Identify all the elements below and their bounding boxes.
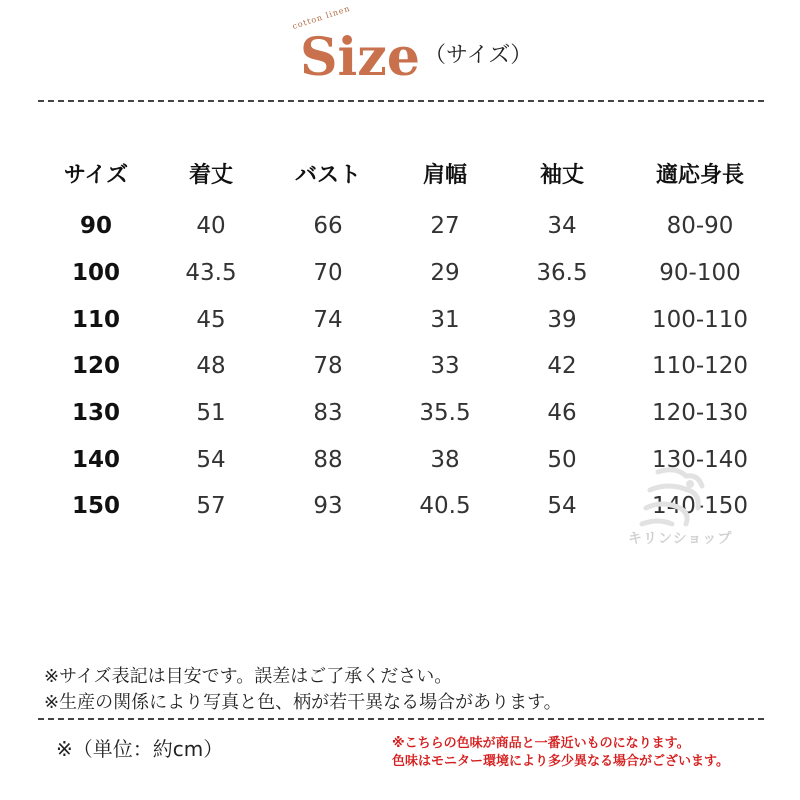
cell-height: 80-90 — [666, 213, 734, 239]
cell-length: 45 — [196, 307, 226, 333]
cell-bust: 74 — [313, 307, 343, 333]
cell-size: 110 — [71, 307, 120, 333]
cell-sleeve: 54 — [547, 493, 577, 519]
cell-shoulder: 35.5 — [419, 400, 471, 426]
cell-length: 40 — [196, 213, 226, 239]
cell-length: 54 — [196, 447, 226, 473]
page-title: Size — [300, 27, 420, 88]
cell-shoulder: 38 — [430, 447, 460, 473]
cell-height: 140-150 — [651, 493, 749, 519]
note-size-guide: ※サイズ表記は目安です。誤差はご了承ください。 — [44, 666, 453, 687]
cell-shoulder: 27 — [430, 213, 460, 239]
cell-size: 100 — [71, 260, 120, 286]
cell-height: 110-120 — [651, 353, 749, 379]
header — [0, 3, 800, 90]
cell-height: 90-100 — [659, 260, 741, 286]
cell-size: 150 — [71, 493, 120, 519]
cell-shoulder: 40.5 — [419, 493, 471, 519]
table-row — [0, 206, 800, 246]
cell-length: 43.5 — [185, 260, 237, 286]
table-row — [0, 393, 800, 433]
cell-sleeve: 50 — [547, 447, 577, 473]
cell-sleeve: 39 — [547, 307, 577, 333]
cell-height: 120-130 — [651, 400, 749, 426]
table-header-row — [0, 156, 800, 196]
header-cell-size: サイズ — [63, 163, 129, 188]
cell-shoulder: 29 — [430, 260, 460, 286]
cell-size: 130 — [71, 400, 120, 426]
cell-height: 130-140 — [651, 447, 749, 473]
table-row — [0, 346, 800, 386]
header-cell-bust: バスト — [294, 163, 361, 188]
cell-size: 120 — [71, 353, 120, 379]
cell-sleeve: 36.5 — [536, 260, 588, 286]
unit-label: ※（単位：約cm） — [56, 737, 224, 761]
top-divider — [38, 100, 764, 102]
cell-sleeve: 42 — [547, 353, 577, 379]
cell-shoulder: 31 — [430, 307, 460, 333]
cell-height: 100-110 — [651, 307, 749, 333]
cell-bust: 93 — [313, 493, 343, 519]
cell-size: 140 — [71, 447, 120, 473]
page-subtitle: （サイズ） — [424, 43, 533, 68]
cell-bust: 83 — [313, 400, 343, 426]
cell-bust: 70 — [313, 260, 343, 286]
cell-sleeve: 34 — [547, 213, 577, 239]
color-note-line-1: ※こちらの色味が商品と一番近いものになります。 — [392, 736, 690, 751]
cell-shoulder: 33 — [430, 353, 460, 379]
cell-size: 90 — [79, 213, 112, 239]
cell-bust: 88 — [313, 447, 343, 473]
cell-bust: 78 — [313, 353, 343, 379]
note-color-pattern: ※生産の関係により写真と色、柄が若干異なる場合があります。 — [44, 692, 562, 713]
header-cell-height: 適応身長 — [655, 163, 744, 188]
cell-sleeve: 46 — [547, 400, 577, 426]
watermark-text: キリンショップ — [628, 531, 733, 547]
header-cell-length: 着丈 — [188, 163, 233, 188]
table-row — [0, 253, 800, 293]
brand-tagline: cotton linen — [291, 3, 352, 31]
cell-length: 48 — [196, 353, 226, 379]
bottom-divider — [38, 718, 764, 720]
cell-bust: 66 — [313, 213, 343, 239]
header-cell-shoulder: 肩幅 — [422, 163, 467, 188]
cell-length: 51 — [196, 400, 226, 426]
header-cell-sleeve: 袖丈 — [539, 163, 584, 188]
cell-length: 57 — [196, 493, 226, 519]
color-note-line-2: 色味はモニター環境により多少異なる場合がございます。 — [392, 754, 729, 769]
table-row — [0, 300, 800, 340]
